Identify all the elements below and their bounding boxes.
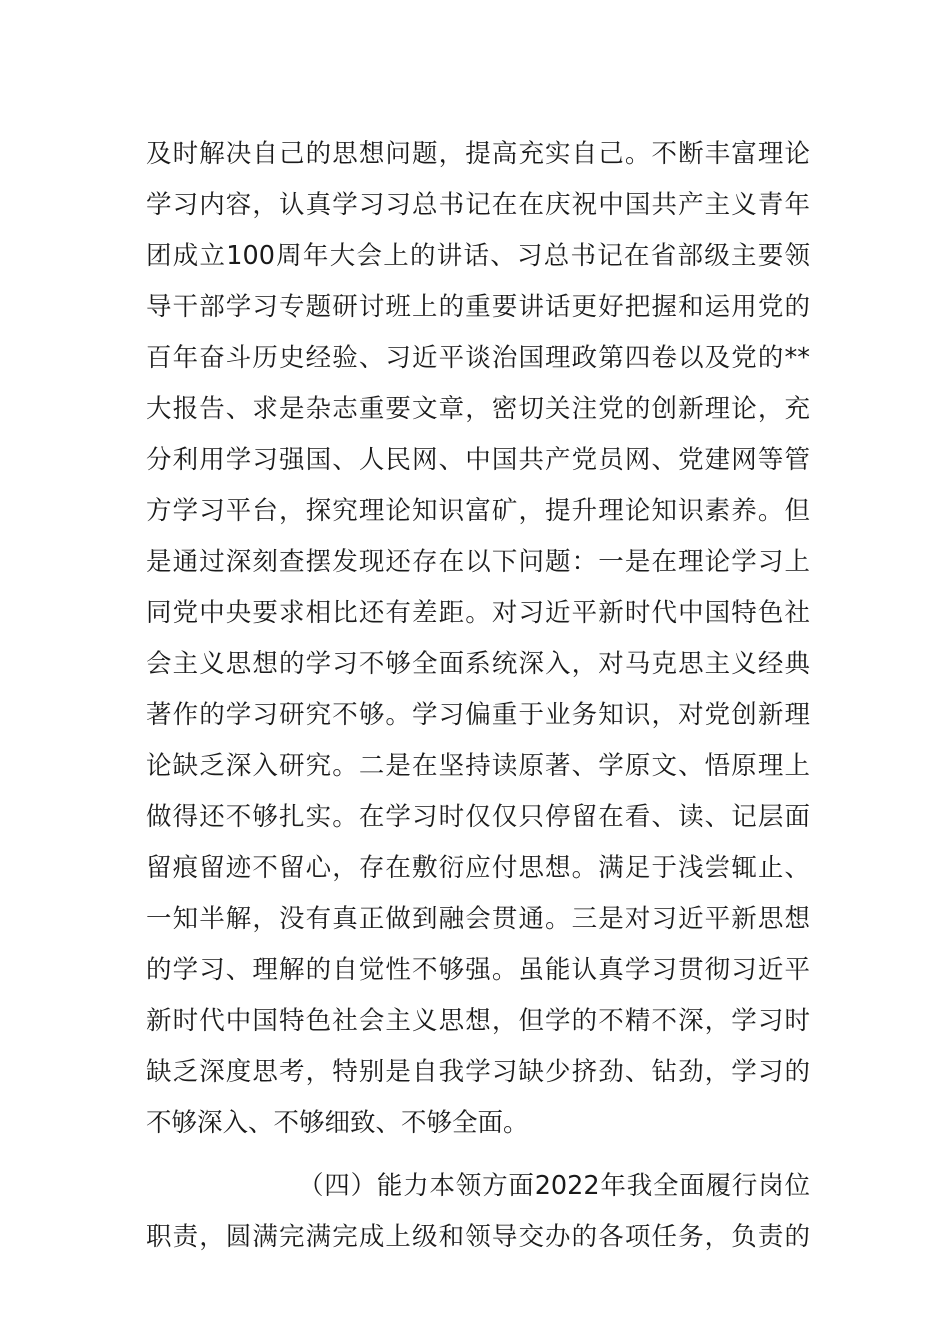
text-line-18: 新时代中国特色社会主义思想，但学的不精不深，学习时 bbox=[146, 1006, 810, 1036]
text-line-15: 留痕留迹不留心，存在敷衍应付思想。满足于浅尝辄止、 bbox=[146, 853, 810, 883]
text-line-16: 一知半解，没有真正做到融会贯通。三是对习近平新思想 bbox=[146, 904, 810, 934]
text-line-10: 同党中央要求相比还有差距。对习近平新时代中国特色社 bbox=[146, 598, 810, 628]
text-line-3: 团成立100周年大会上的讲话、习总书记在省部级主要领 bbox=[146, 241, 810, 271]
section-heading-line: （四）能力本领方面2022年我全面履行岗位 bbox=[298, 1171, 810, 1201]
text-line-4: 导干部学习专题研讨班上的重要讲话更好把握和运用党的 bbox=[146, 292, 810, 322]
text-line-12: 著作的学习研究不够。学习偏重于业务知识，对党创新理 bbox=[146, 700, 810, 730]
text-line-22: 职责，圆满完满完成上级和领导交办的各项任务，负责的 bbox=[146, 1222, 810, 1252]
text-line-14: 做得还不够扎实。在学习时仅仅只停留在看、读、记层面 bbox=[146, 802, 810, 832]
text-line-7: 分利用学习强国、人民网、中国共产党员网、党建网等管 bbox=[146, 445, 810, 475]
text-line-11: 会主义思想的学习不够全面系统深入，对马克思主义经典 bbox=[146, 649, 810, 679]
text-line-5: 百年奋斗历史经验、习近平谈治国理政第四卷以及党的** bbox=[146, 343, 810, 373]
text-line-17: 的学习、理解的自觉性不够强。虽能认真学习贯彻习近平 bbox=[146, 955, 810, 985]
text-line-13: 论缺乏深入研究。二是在坚持读原著、学原文、悟原理上 bbox=[146, 751, 810, 781]
text-line-6: 大报告、求是杂志重要文章，密切关注党的创新理论，充 bbox=[146, 394, 810, 424]
text-line-20: 不够深入、不够细致、不够全面。 bbox=[146, 1108, 529, 1138]
text-line-8: 方学习平台，探究理论知识富矿，提升理论知识素养。但 bbox=[146, 496, 810, 526]
text-line-2: 学习内容，认真学习习总书记在在庆祝中国共产主义青年 bbox=[146, 190, 810, 220]
text-line-9: 是通过深刻查摆发现还存在以下问题：一是在理论学习上 bbox=[146, 547, 810, 577]
text-line-19: 缺乏深度思考，特别是自我学习缺少挤劲、钻劲，学习的 bbox=[146, 1057, 810, 1087]
text-line-1: 及时解决自己的思想问题，提高充实自己。不断丰富理论 bbox=[146, 139, 810, 169]
